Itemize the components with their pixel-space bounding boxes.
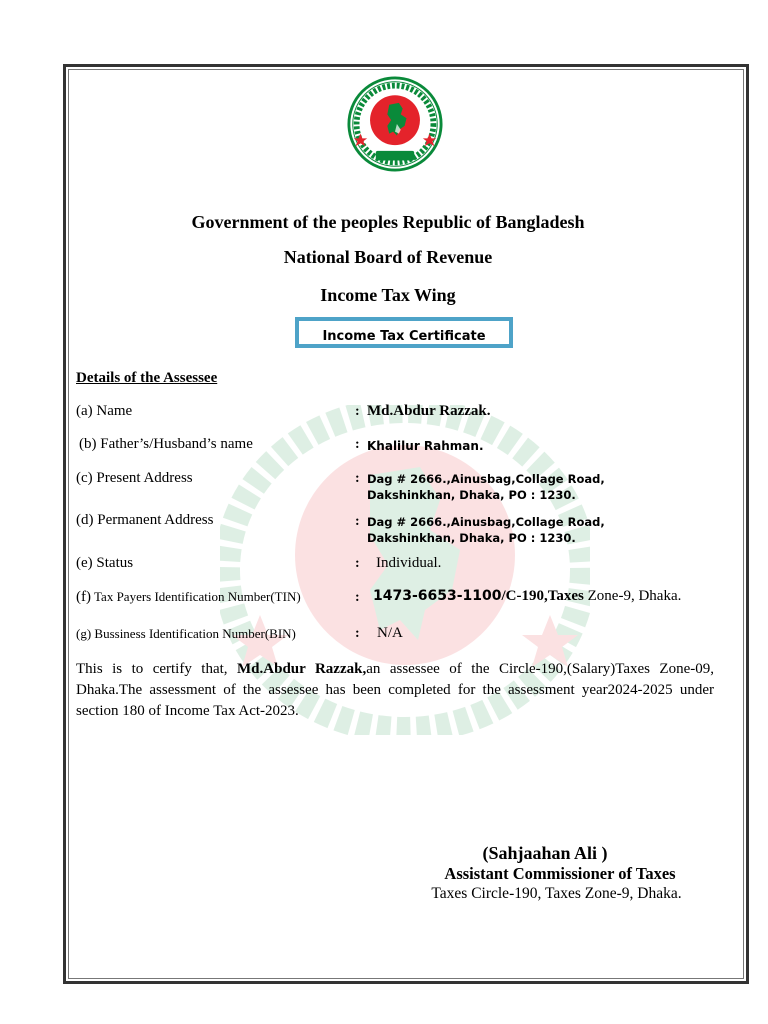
certificate-title-box [295, 317, 513, 348]
board-title: National Board of Revenue [283, 247, 493, 267]
permanent-address-line1: Dag # 2666.,Ainusbag,Collage Road, [367, 515, 605, 529]
present-address-label: (c) Present Address [76, 470, 193, 486]
name-value: Md.Abdur Razzak. [367, 403, 491, 419]
wing-title: Income Tax Wing [320, 285, 456, 305]
name-colon: : [355, 404, 360, 419]
bin-label: (g) Bussiness Identification Number(BIN) [76, 626, 296, 641]
tin-zone: Zone-9, Dhaka. [583, 588, 682, 604]
tin-label-prefix: (f) [76, 589, 91, 605]
section-title: Details of the Assessee [76, 370, 218, 386]
permanent-address-line2: Dakshinkhan, Dhaka, PO : 1230. [367, 531, 576, 545]
present-address-line2: Dakshinkhan, Dhaka, PO : 1230. [367, 488, 576, 502]
signatory-name: (Sahjaahan Ali ) [482, 843, 608, 863]
permanent-address-label: (d) Permanent Address [76, 512, 214, 528]
certification-prefix: This is to certify that, [76, 661, 238, 677]
name-label: (a) Name [76, 403, 133, 419]
tin-colon: : [355, 590, 360, 605]
permanent-address-colon: : [355, 514, 360, 529]
tin-label-text: Tax Payers Identification Number(TIN) [94, 589, 301, 604]
father-colon: : [355, 437, 360, 452]
present-address-line1: Dag # 2666.,Ainusbag,Collage Road, [367, 472, 605, 486]
bin-value: N/A [377, 625, 403, 641]
signatory-title: Assistant Commissioner of Taxes [444, 864, 676, 883]
signatory-office: Taxes Circle-190, Taxes Zone-9, Dhaka. [431, 885, 682, 902]
government-title: Government of the peoples Republic of Bangladesh [191, 212, 585, 232]
tin-number: 1473-6653-1100 [373, 588, 502, 604]
certification-paragraph [76, 659, 714, 722]
father-value: Khalilur Rahman. [367, 439, 484, 453]
status-value: Individual. [376, 555, 442, 571]
tin-circle: /C-190,Taxes [501, 588, 584, 604]
government-seal-icon [347, 76, 443, 172]
certification-name: Md.Abdur Razzak, [237, 661, 367, 677]
father-label: (b) Father’s/Husband’s name [79, 436, 253, 452]
tin-label [76, 589, 301, 606]
status-label: (e) Status [76, 555, 134, 571]
certificate-title: Income Tax Certificate [322, 329, 486, 344]
tin-value [373, 588, 681, 605]
present-address-colon: : [355, 471, 360, 486]
status-colon: : [355, 556, 360, 571]
certification-body: an assessee of the Circle-190,(Salary)Taxes Zone-09, Dhaka.The assessment of the assessee has been completed for the assessment year2024-2025 under section 180 of Income Tax Act-2023. [76, 661, 714, 719]
bin-colon: : [355, 626, 360, 641]
